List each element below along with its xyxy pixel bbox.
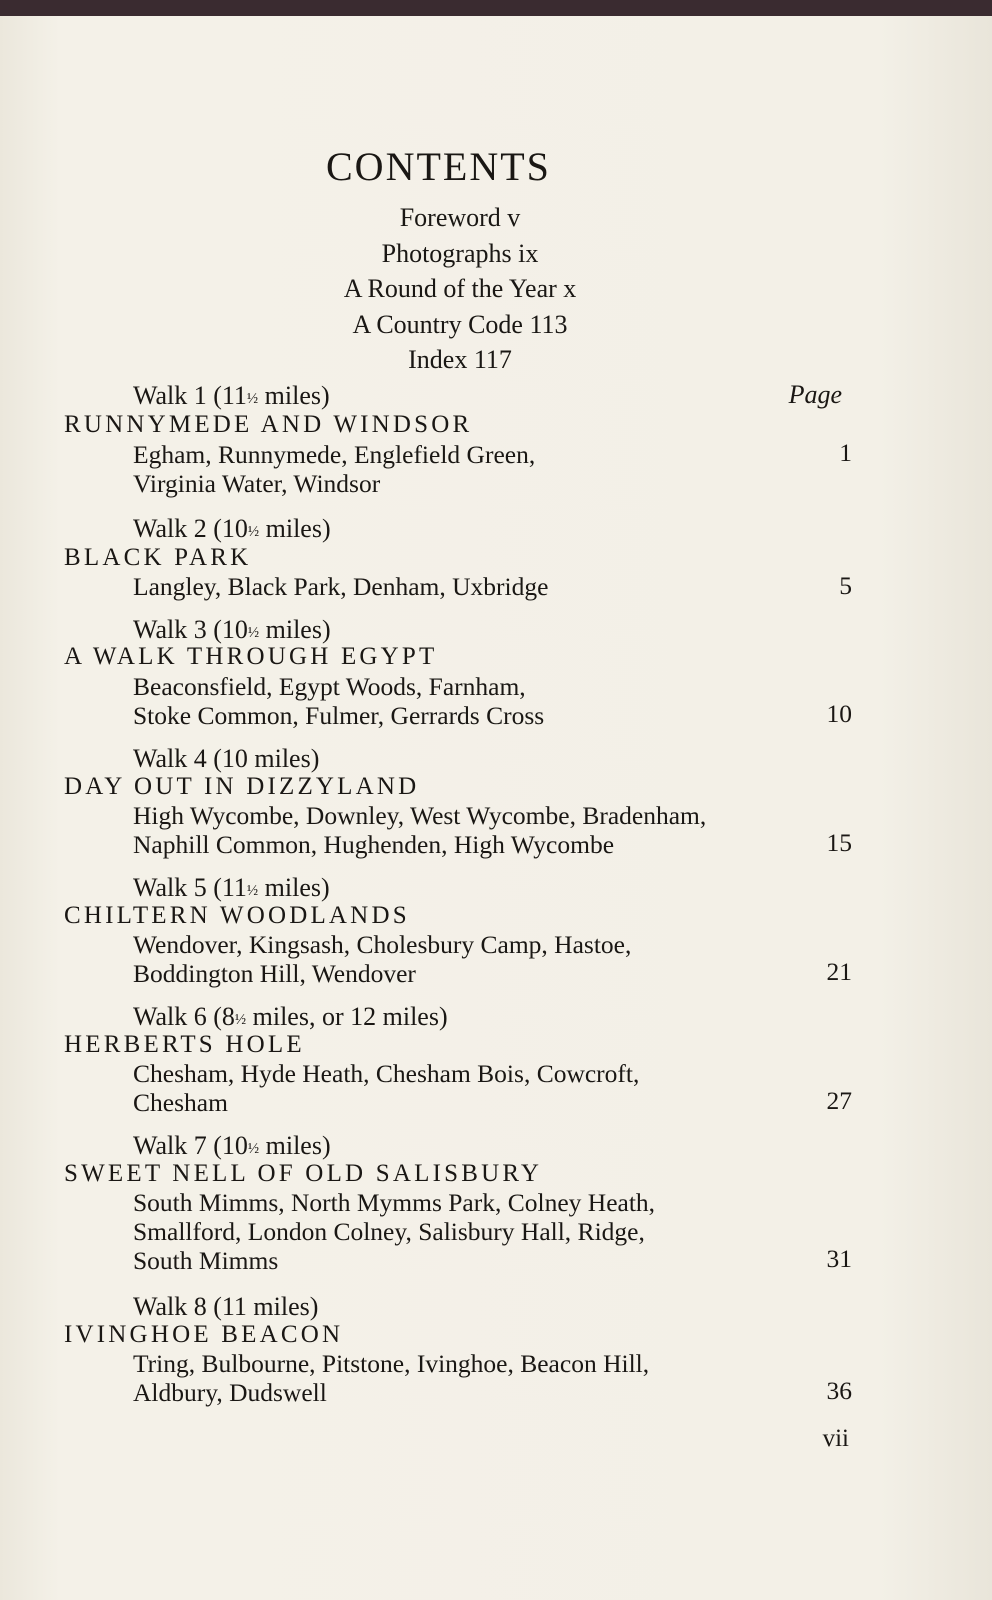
walk-page-number: 15: [826, 828, 852, 857]
walk-page-number: 1: [839, 438, 852, 467]
walk-places-line: South Mimms: [133, 1246, 279, 1275]
walk-label: Walk 1 (11½ miles): [133, 381, 330, 410]
walk-places-line: Boddington Hill, Wendover: [133, 959, 416, 988]
walk-title: RUNNYMEDE AND WINDSOR: [64, 411, 473, 438]
walk-page-number: 36: [826, 1376, 852, 1405]
walk-places-line: Wendover, Kingsash, Cholesbury Camp, Hastoe,: [133, 930, 632, 959]
walk-title: A WALK THROUGH EGYPT: [64, 643, 438, 670]
front-matter-index: Index 117: [408, 345, 512, 374]
front-matter-round-of-year: A Round of the Year x: [343, 274, 577, 303]
walk-label: Walk 2 (10½ miles): [133, 514, 331, 543]
walk-places-line: Langley, Black Park, Denham, Uxbridge: [133, 572, 549, 601]
walk-places-line: Chesham, Hyde Heath, Chesham Bois, Cowcroft,: [133, 1059, 640, 1088]
front-matter-country-code: A Country Code 113: [352, 310, 568, 339]
walk-page-number: 27: [826, 1086, 852, 1115]
walk-label: Walk 6 (8½ miles, or 12 miles): [133, 1002, 448, 1031]
walk-title: HERBERTS HOLE: [64, 1031, 305, 1058]
front-matter-foreword: Foreword v: [399, 203, 521, 232]
walk-places-line: Chesham: [133, 1088, 228, 1117]
walk-page-number: 10: [826, 699, 852, 728]
walk-places-line: Virginia Water, Windsor: [133, 469, 381, 498]
walk-label: Walk 3 (10½ miles): [133, 615, 331, 644]
walk-title: DAY OUT IN DIZZYLAND: [64, 773, 420, 800]
walk-title: BLACK PARK: [64, 544, 252, 571]
page-title: CONTENTS: [326, 144, 551, 189]
walk-page-number: 5: [839, 571, 852, 600]
walk-places-line: Tring, Bulbourne, Pitstone, Ivinghoe, Beacon Hill,: [133, 1349, 650, 1378]
walk-title: IVINGHOE BEACON: [64, 1321, 344, 1348]
walk-places-line: Smallford, London Colney, Salisbury Hall, Ridge,: [133, 1217, 645, 1246]
walk-title: CHILTERN WOODLANDS: [64, 902, 410, 929]
front-matter-photographs: Photographs ix: [381, 239, 539, 268]
walk-page-number: 21: [826, 957, 852, 986]
walk-places-line: Stoke Common, Fulmer, Gerrards Cross: [133, 701, 545, 730]
walk-places-line: High Wycombe, Downley, West Wycombe, Bradenham,: [133, 801, 707, 830]
walk-page-number: 31: [826, 1244, 852, 1273]
scan-top-edge: [0, 0, 992, 16]
walk-title: SWEET NELL OF OLD SALISBURY: [64, 1160, 543, 1187]
walk-places-line: South Mimms, North Mymms Park, Colney Heath,: [133, 1188, 656, 1217]
walk-label: Walk 8 (11 miles): [133, 1292, 319, 1321]
walk-places-line: Beaconsfield, Egypt Woods, Farnham,: [133, 672, 526, 701]
page-folio: vii: [822, 1425, 849, 1452]
walk-label: Walk 7 (10½ miles): [133, 1131, 331, 1160]
page-column-label: Page: [788, 380, 842, 409]
walk-label: Walk 4 (10 miles): [133, 744, 320, 773]
walk-places-line: Egham, Runnymede, Englefield Green,: [133, 440, 536, 469]
walk-label: Walk 5 (11½ miles): [133, 873, 330, 902]
walk-places-line: Naphill Common, Hughenden, High Wycombe: [133, 830, 615, 859]
walk-places-line: Aldbury, Dudswell: [133, 1378, 327, 1407]
